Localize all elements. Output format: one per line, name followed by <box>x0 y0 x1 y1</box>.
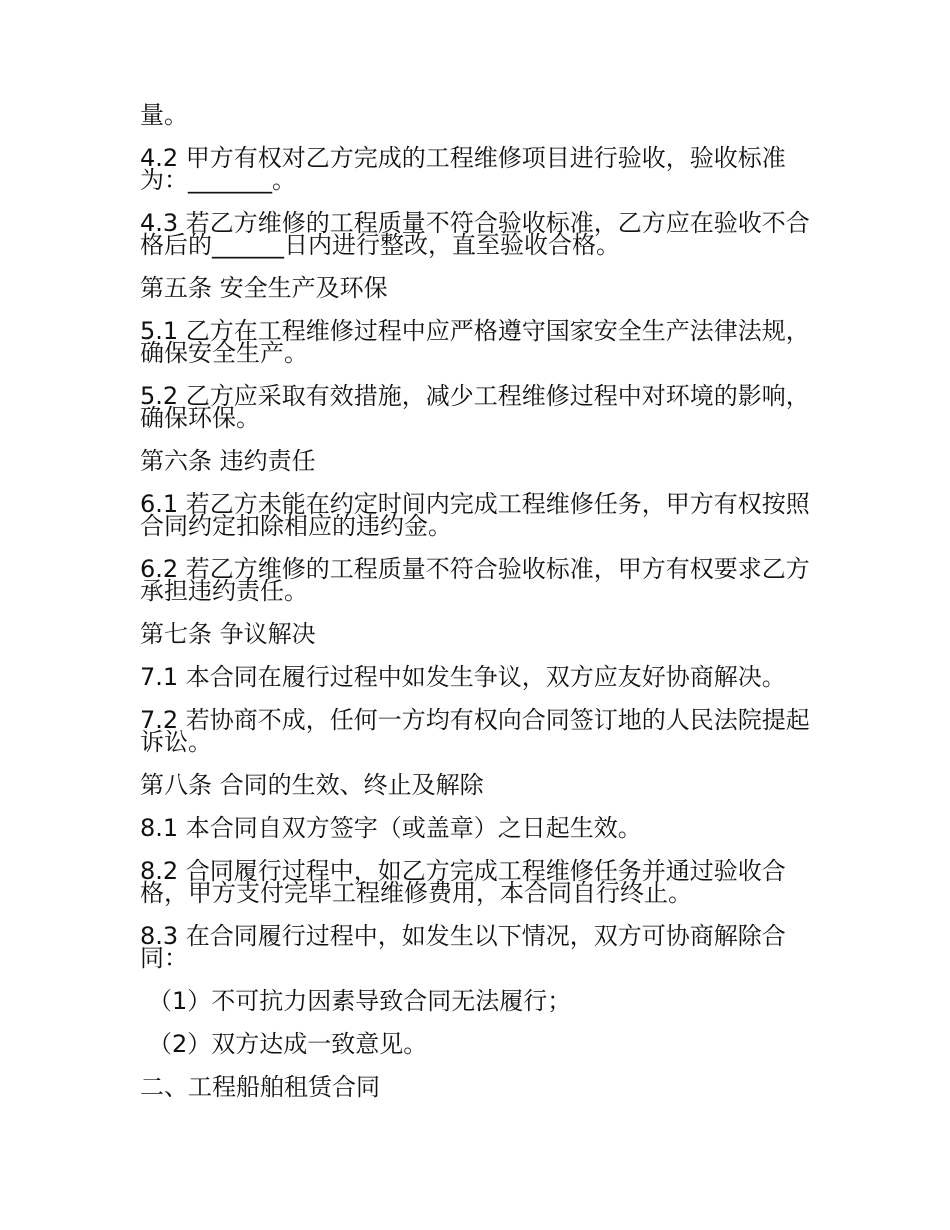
article-7-heading: 第七条 争议解决 <box>140 620 316 648</box>
clause-5-1: 5.1 乙方在工程维修过程中应严格遵守国家安全生产法律法规，确保安全生产。 <box>140 317 810 367</box>
article-6-heading: 第六条 违约责任 <box>140 447 316 475</box>
clause-7-2: 7.2 若协商不成，任何一方均有权向合同签订地的人民法院提起诉讼。 <box>140 706 810 756</box>
clause-8-3-item-1: （1）不可抗力因素导致合同无法履行； <box>148 987 572 1015</box>
document-page <box>140 101 810 1119</box>
section-ii-heading: 二、工程船舶租赁合同 <box>140 1073 380 1101</box>
clause-5-2: 5.2 乙方应采取有效措施，减少工程维修过程中对环境的影响，确保环保。 <box>140 382 810 432</box>
article-5-heading: 第五条 安全生产及环保 <box>140 274 388 302</box>
clause-4-3: 4.3 若乙方维修的工程质量不符合验收标准，乙方应在验收不合格后的______日内进行整改，直至验收合格。 <box>140 209 810 259</box>
continued-text: 量。 <box>140 101 188 129</box>
article-8-heading: 第八条 合同的生效、终止及解除 <box>140 771 484 799</box>
clause-6-1: 6.1 若乙方未能在约定时间内完成工程维修任务，甲方有权按照合同约定扣除相应的违约金。 <box>140 490 810 540</box>
clause-8-1: 8.1 本合同自双方签字（或盖章）之日起生效。 <box>140 814 642 842</box>
clause-4-2: 4.2 甲方有权对乙方完成的工程维修项目进行验收，验收标准为：_______。 <box>140 144 786 194</box>
clause-8-2: 8.2 合同履行过程中，如乙方完成工程维修任务并通过验收合格，甲方支付完毕工程维修费用，本合同自行终止。 <box>140 857 786 907</box>
clause-6-2: 6.2 若乙方维修的工程质量不符合验收标准，甲方有权要求乙方承担违约责任。 <box>140 555 810 605</box>
clause-7-1: 7.1 本合同在履行过程中如发生争议，双方应友好协商解决。 <box>140 663 786 691</box>
clause-8-3: 8.3 在合同履行过程中，如发生以下情况，双方可协商解除合同： <box>140 922 786 972</box>
clause-8-3-item-2: （2）双方达成一致意见。 <box>148 1030 428 1058</box>
